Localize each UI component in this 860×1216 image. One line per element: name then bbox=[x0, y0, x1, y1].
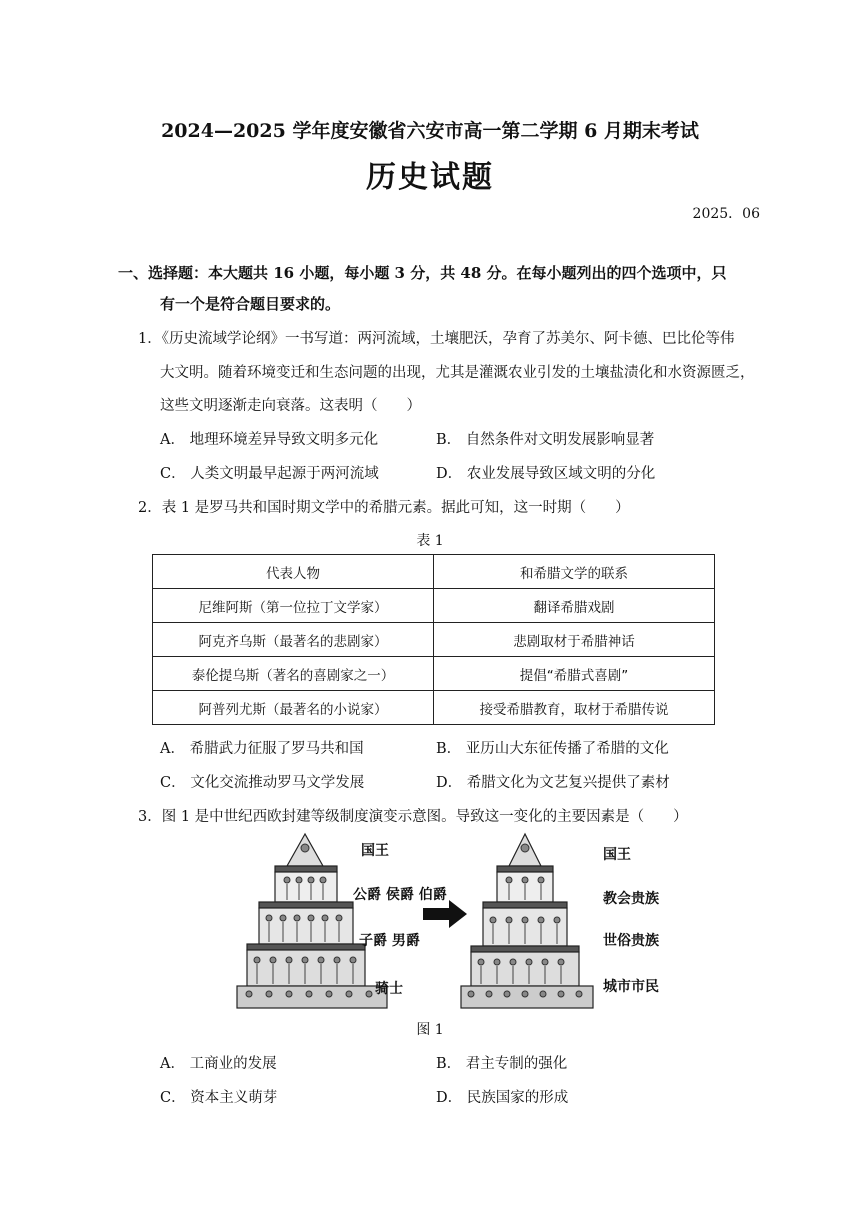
table-cell: 阿普列尤斯（最著名的小说家） bbox=[153, 691, 434, 725]
q2-option-b: B． 亚历山大东征传播了希腊的文化 bbox=[436, 741, 669, 757]
figure-caption: 图 1 bbox=[416, 1022, 444, 1038]
table-cell: 尼维阿斯（第一位拉丁文学家） bbox=[153, 589, 434, 623]
q1-stem-line1: 1．《历史流域学论纲》一书写道：两河流域，土壤肥沃，孕育了苏美尔、阿卡德、巴比伦等伟 bbox=[138, 331, 735, 347]
q3-option-d: D． 民族国家的形成 bbox=[436, 1090, 569, 1106]
q1-stem-line3: 这些文明逐渐走向衰落。这表明（ ） bbox=[160, 398, 421, 414]
q1-option-d: D． 农业发展导致区域文明的分化 bbox=[436, 466, 656, 482]
table-cell: 接受希腊教育，取材于希腊传说 bbox=[434, 691, 715, 725]
table-cell: 悲剧取材于希腊神话 bbox=[434, 623, 715, 657]
table-row bbox=[153, 623, 715, 657]
left-label-knights: 骑士 bbox=[375, 981, 403, 997]
q2-option-c: C． 文化交流推动罗马文学发展 bbox=[160, 775, 365, 791]
table-header-cell: 和希腊文学的联系 bbox=[434, 555, 715, 589]
left-label-dukes: 公爵 侯爵 伯爵 bbox=[353, 887, 447, 903]
left-label-king: 国王 bbox=[361, 843, 389, 859]
right-label-secular-nobles: 世俗贵族 bbox=[603, 933, 659, 949]
q1-option-a: A． 地理环境差异导致文明多元化 bbox=[160, 432, 379, 448]
right-arrow-icon bbox=[423, 900, 467, 928]
exam-date: 2025．06 bbox=[692, 206, 760, 222]
q3-option-a: A． 工商业的发展 bbox=[160, 1056, 277, 1072]
table-header-row bbox=[153, 555, 715, 589]
q1-option-b: B． 自然条件对文明发展影响显著 bbox=[436, 432, 655, 448]
q3-stem: 3．图 1 是中世纪西欧封建等级制度演变示意图。导致这一变化的主要因素是（ ） bbox=[138, 809, 688, 825]
table-row bbox=[153, 691, 715, 725]
feudal-hierarchy-figure bbox=[235, 826, 675, 1016]
table-cell: 泰伦提乌斯（著名的喜剧家之一） bbox=[153, 657, 434, 691]
table-row bbox=[153, 589, 715, 623]
left-pyramid-illustration bbox=[237, 834, 387, 1008]
right-label-townspeople: 城市市民 bbox=[603, 979, 659, 995]
q1-option-c: C． 人类文明最早起源于两河流域 bbox=[160, 466, 379, 482]
q2-option-d: D． 希腊文化为文艺复兴提供了素材 bbox=[436, 775, 670, 791]
right-pyramid-illustration bbox=[461, 834, 593, 1008]
subject-title: 历史试题 bbox=[366, 160, 494, 195]
left-label-viscounts: 子爵 男爵 bbox=[359, 933, 420, 949]
table-caption: 表 1 bbox=[416, 533, 444, 549]
table-cell: 阿克齐乌斯（最著名的悲剧家） bbox=[153, 623, 434, 657]
q1-stem-line2: 大文明。随着环境变迁和生态问题的出现，尤其是灌溉农业引发的土壤盐渍化和水资源匮乏， bbox=[160, 365, 755, 381]
right-label-church-nobles: 教会贵族 bbox=[603, 891, 659, 907]
table-1 bbox=[152, 554, 715, 725]
table-cell: 提倡“希腊式喜剧” bbox=[434, 657, 715, 691]
table-row bbox=[153, 657, 715, 691]
table-cell: 翻译希腊戏剧 bbox=[434, 589, 715, 623]
section-heading-line1: 一、选择题：本大题共 16 小题，每小题 3 分，共 48 分。在每小题列出的四个选项中，只 bbox=[118, 264, 727, 282]
exam-title: 2024—2025 学年度安徽省六安市高一第二学期 6 月期末考试 bbox=[161, 120, 699, 142]
q3-option-b: B． 君主专制的强化 bbox=[436, 1056, 568, 1072]
q2-option-a: A． 希腊武力征服了罗马共和国 bbox=[160, 741, 364, 757]
right-label-king: 国王 bbox=[603, 847, 631, 863]
section-heading-line2: 有一个是符合题目要求的。 bbox=[160, 295, 341, 313]
q2-stem: 2．表 1 是罗马共和国时期文学中的希腊元素。据此可知，这一时期（ ） bbox=[138, 500, 630, 516]
table-header-cell: 代表人物 bbox=[153, 555, 434, 589]
q3-option-c: C． 资本主义萌芽 bbox=[160, 1090, 278, 1106]
